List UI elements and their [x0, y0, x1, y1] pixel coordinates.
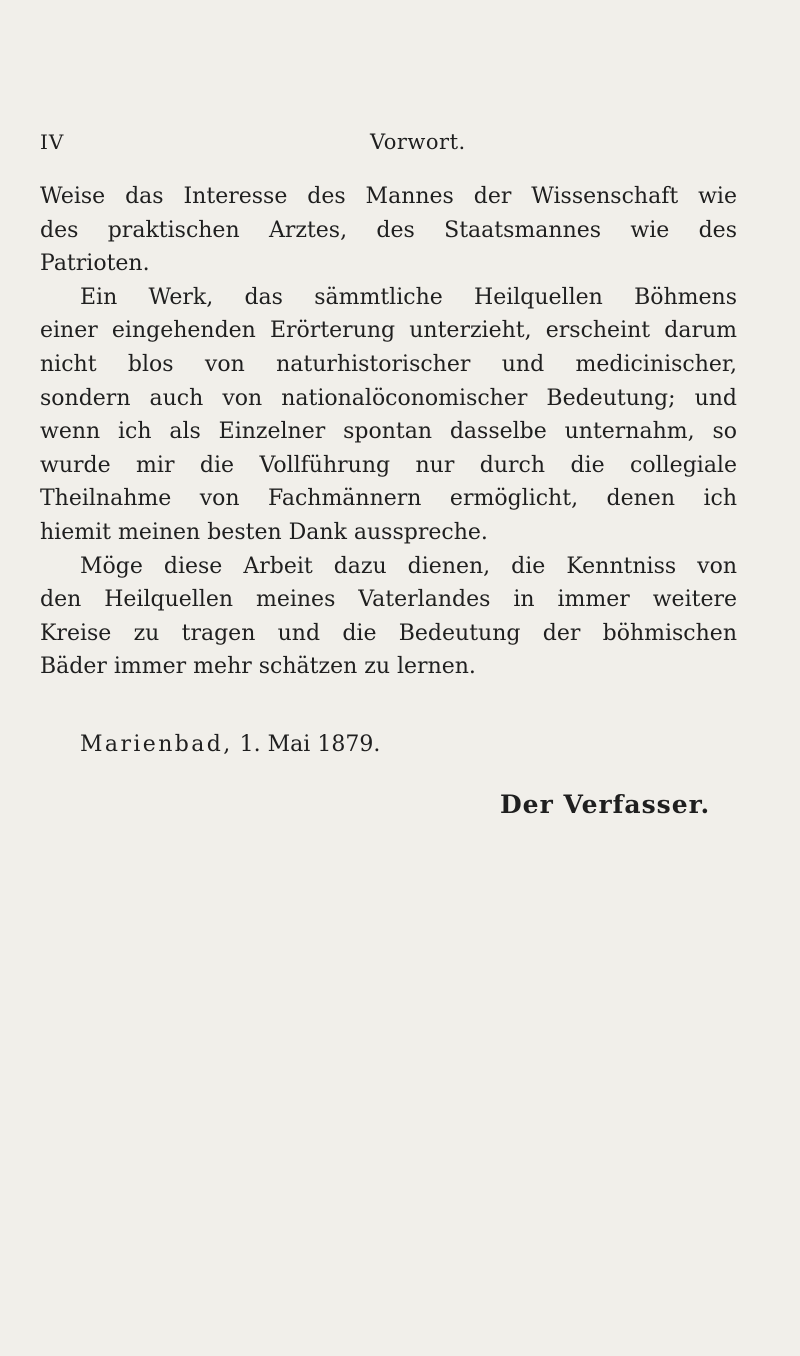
text-line: Möge diese Arbeit dazu dienen, die Kenntniss von: [80, 553, 737, 579]
text-line: Patrioten.: [40, 251, 150, 277]
running-title: Vorwort.: [370, 130, 466, 154]
paragraph: [40, 550, 737, 684]
text-line: wenn ich als Einzelner spontan dasselbe unternahm, so: [40, 419, 737, 445]
page-number: IV: [40, 130, 65, 154]
paragraph: [40, 180, 737, 281]
paragraph: [40, 281, 737, 550]
text-line: nicht blos von naturhistorischer und medicinischer,: [40, 351, 737, 377]
dateline: [80, 728, 380, 762]
page-header: [40, 130, 740, 160]
text-line: den Heilquellen meines Vaterlandes in immer weitere: [40, 587, 737, 613]
text-line: Ein Werk, das sämmtliche Heilquellen Böhmens: [80, 284, 737, 310]
text-line: Kreise zu tragen und die Bedeutung der böhmischen: [40, 620, 737, 646]
text-line: wurde mir die Vollführung nur durch die collegiale: [40, 452, 737, 478]
text-line: hiemit meinen besten Dank ausspreche.: [40, 519, 488, 545]
text-line: des praktischen Arztes, des Staatsmannes wie des: [40, 217, 737, 243]
text-line: Theilnahme von Fachmännern ermöglicht, denen ich: [40, 486, 737, 512]
dateline-date: 1. Mai 1879.: [239, 732, 381, 757]
signature: Der Verfasser.: [500, 790, 711, 819]
text-line: Bäder immer mehr schätzen zu lernen.: [40, 654, 476, 680]
dateline-place: Marienbad,: [80, 732, 233, 757]
text-line: Weise das Interesse des Mannes der Wissenschaft wie: [40, 184, 737, 209]
text-line: sondern auch von nationalöconomischer Bedeutung; und: [40, 385, 737, 411]
text-line: einer eingehenden Erörterung unterzieht, erscheint darum: [40, 318, 737, 344]
body-text: [40, 180, 737, 684]
